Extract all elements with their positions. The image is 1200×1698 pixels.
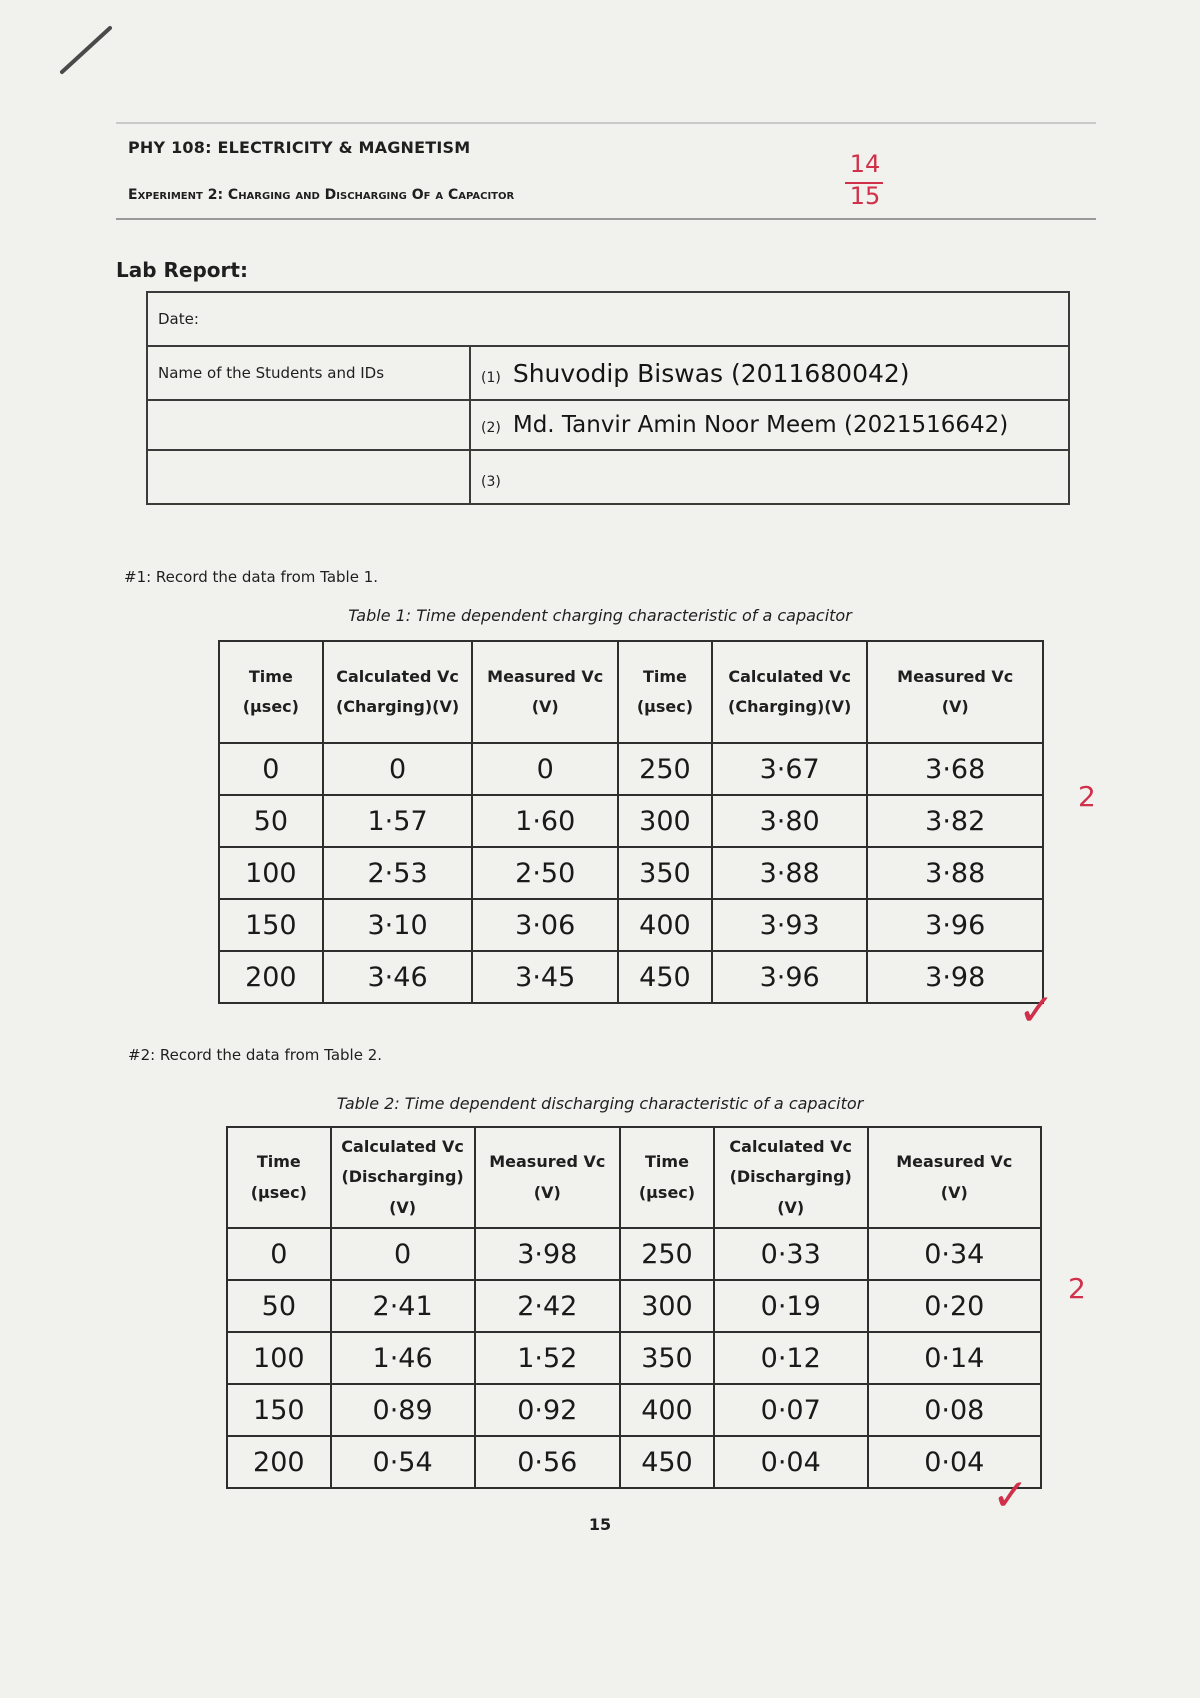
measured-cell: 3·88 xyxy=(867,847,1043,899)
time-cell: 100 xyxy=(227,1332,331,1384)
calculated-cell: 3·88 xyxy=(712,847,868,899)
calculated-cell: 2·41 xyxy=(331,1280,475,1332)
calculated-cell: 0·33 xyxy=(714,1228,868,1280)
student-row xyxy=(147,450,1069,504)
table-row xyxy=(219,951,1043,1003)
time-header xyxy=(227,1127,331,1228)
calculated-header-label: Calculated Vc xyxy=(341,1137,464,1156)
measured-cell: 3·45 xyxy=(472,951,618,1003)
student-info-table xyxy=(146,291,1070,505)
time-cell: 300 xyxy=(618,795,712,847)
calculated-cell: 3·46 xyxy=(323,951,473,1003)
time-unit-label: (µsec) xyxy=(636,697,694,716)
grade-mark-2: 2 xyxy=(1068,1272,1086,1305)
page-number: 15 xyxy=(588,1515,612,1534)
time-header-label: Time xyxy=(645,1152,689,1172)
experiment-title: Experiment 2: Charging and Discharging Of a Capacitor xyxy=(128,187,515,203)
calculated-sub-label: (Discharging) xyxy=(341,1167,464,1187)
calculated-cell: 0·89 xyxy=(331,1384,475,1436)
time-cell: 450 xyxy=(618,951,712,1003)
measured-cell: 3·06 xyxy=(472,899,618,951)
student-1-cell xyxy=(470,346,1069,400)
date-row xyxy=(147,292,1069,346)
calculated-header xyxy=(323,641,473,743)
calculated-cell: 3·67 xyxy=(712,743,868,795)
calculated-sub-label: (Charging) xyxy=(728,697,825,716)
calculated-header-label: Calculated Vc xyxy=(336,666,459,686)
table-row xyxy=(227,1384,1041,1436)
measured-cell: 0·20 xyxy=(868,1280,1041,1332)
measured-unit-label: (V) xyxy=(531,697,559,716)
instruction-2: #2: Record the data from Table 2. xyxy=(128,1046,383,1064)
charging-table xyxy=(218,640,1044,1004)
time-cell: 200 xyxy=(227,1436,331,1488)
time-unit-label: (µsec) xyxy=(638,1182,696,1202)
time-header xyxy=(219,641,323,743)
time-header xyxy=(620,1127,714,1228)
time-cell: 350 xyxy=(620,1332,714,1384)
table-row xyxy=(227,1228,1041,1280)
time-cell: 250 xyxy=(618,743,712,795)
measured-cell: 3·82 xyxy=(867,795,1043,847)
table-row xyxy=(219,847,1043,899)
pen-mark-decoration xyxy=(58,20,118,80)
measured-cell: 0 xyxy=(472,743,618,795)
calculated-cell: 2·53 xyxy=(323,847,473,899)
student-row xyxy=(147,346,1069,400)
grade-mark-1: 2 xyxy=(1078,780,1096,813)
calculated-cell: 3·96 xyxy=(712,951,868,1003)
time-header-label: Time xyxy=(642,666,687,686)
measured-header-label: Measured Vc xyxy=(897,666,1014,686)
discharging-table xyxy=(226,1126,1042,1489)
time-cell: 400 xyxy=(620,1384,714,1436)
table-1-caption: Table 1: Time dependent charging characteristic of a capacitor xyxy=(348,606,852,625)
measured-header xyxy=(867,641,1043,743)
table-row xyxy=(219,899,1043,951)
time-cell: 150 xyxy=(227,1384,331,1436)
student-2-cell xyxy=(470,400,1069,450)
measured-cell: 3·96 xyxy=(867,899,1043,951)
student-3-cell xyxy=(470,450,1069,504)
course-title: PHY 108: ELECTRICITY & MAGNETISM xyxy=(128,138,471,157)
score-numerator: 14 xyxy=(849,150,881,178)
lab-report-heading: Lab Report: xyxy=(116,258,248,282)
score-denominator: 15 xyxy=(849,182,881,210)
calculated-cell: 1·57 xyxy=(323,795,473,847)
measured-cell: 3·98 xyxy=(475,1228,621,1280)
student-2-number: (2) xyxy=(481,420,501,436)
measured-cell: 2·42 xyxy=(475,1280,621,1332)
measured-cell: 0·56 xyxy=(475,1436,621,1488)
calculated-cell: 0 xyxy=(323,743,473,795)
measured-header xyxy=(472,641,618,743)
calculated-cell: 0·04 xyxy=(714,1436,868,1488)
measured-header-label: Measured Vc xyxy=(487,666,604,686)
check-mark-1: ✓ xyxy=(1018,985,1055,1036)
time-header-label: Time xyxy=(256,1152,301,1172)
empty-label-cell xyxy=(147,400,470,450)
table-row xyxy=(227,1436,1041,1488)
calculated-cell: 0·54 xyxy=(331,1436,475,1488)
student-1-name: Shuvodip Biswas (2011680042) xyxy=(512,358,910,388)
calculated-cell: 0·12 xyxy=(714,1332,868,1384)
calculated-cell: 1·46 xyxy=(331,1332,475,1384)
table-header-row xyxy=(227,1127,1041,1228)
measured-cell: 2·50 xyxy=(472,847,618,899)
table-2-caption: Table 2: Time dependent discharging characteristic of a capacitor xyxy=(336,1094,864,1113)
header-bottom-rule xyxy=(116,218,1096,220)
calculated-unit-label: (V) xyxy=(824,697,852,716)
measured-unit-label: (V) xyxy=(940,1182,968,1202)
time-cell: 50 xyxy=(219,795,323,847)
measured-cell: 0·08 xyxy=(868,1384,1041,1436)
measured-cell: 0·92 xyxy=(475,1384,621,1436)
measured-header-label: Measured Vc xyxy=(896,1152,1013,1172)
time-cell: 400 xyxy=(618,899,712,951)
calculated-header xyxy=(712,641,868,743)
calculated-header xyxy=(714,1127,868,1228)
time-cell: 350 xyxy=(618,847,712,899)
time-cell: 0 xyxy=(219,743,323,795)
measured-cell: 1·60 xyxy=(472,795,618,847)
measured-cell: 1·52 xyxy=(475,1332,621,1384)
time-header xyxy=(618,641,712,743)
time-cell: 100 xyxy=(219,847,323,899)
measured-cell: 0·14 xyxy=(868,1332,1041,1384)
date-label: Date: xyxy=(147,292,1069,346)
measured-cell: 3·98 xyxy=(867,951,1043,1003)
table-row xyxy=(219,795,1043,847)
calculated-cell: 0 xyxy=(331,1228,475,1280)
time-unit-label: (µsec) xyxy=(242,697,299,716)
time-cell: 150 xyxy=(219,899,323,951)
calculated-cell: 3·80 xyxy=(712,795,868,847)
measured-cell: 0·04 xyxy=(868,1436,1041,1488)
time-header-label: Time xyxy=(248,666,293,686)
measured-header xyxy=(868,1127,1041,1228)
table-row xyxy=(219,743,1043,795)
student-1-number: (1) xyxy=(481,369,501,386)
measured-cell: 3·68 xyxy=(867,743,1043,795)
student-3-number: (3) xyxy=(481,473,501,490)
calculated-cell: 3·93 xyxy=(712,899,868,951)
time-cell: 200 xyxy=(219,951,323,1003)
table-row xyxy=(227,1280,1041,1332)
instruction-1: #1: Record the data from Table 1. xyxy=(124,568,379,586)
measured-cell: 0·34 xyxy=(868,1228,1041,1280)
time-cell: 450 xyxy=(620,1436,714,1488)
calculated-cell: 0·07 xyxy=(714,1384,868,1436)
calculated-header xyxy=(331,1127,475,1228)
measured-header xyxy=(475,1127,621,1228)
calculated-sub-label: (Charging) xyxy=(335,697,433,716)
table-header-row xyxy=(219,641,1043,743)
calculated-cell: 3·10 xyxy=(323,899,473,951)
empty-label-cell xyxy=(147,450,470,504)
calculated-unit-label: (V) xyxy=(389,1197,417,1217)
header-top-rule xyxy=(116,122,1096,124)
student-2-name: Md. Tanvir Amin Noor Meem (2021516642) xyxy=(512,412,1009,438)
measured-unit-label: (V) xyxy=(941,697,969,716)
calculated-sub-label: (Discharging) xyxy=(729,1167,852,1187)
check-mark-2: ✓ xyxy=(992,1470,1029,1521)
table-row xyxy=(227,1332,1041,1384)
calculated-cell: 0·19 xyxy=(714,1280,868,1332)
calculated-unit-label: (V) xyxy=(777,1197,805,1217)
time-cell: 300 xyxy=(620,1280,714,1332)
time-cell: 250 xyxy=(620,1228,714,1280)
calculated-header-label: Calculated Vc xyxy=(729,1137,852,1156)
time-cell: 50 xyxy=(227,1280,331,1332)
students-label: Name of the Students and IDs xyxy=(147,346,470,400)
student-row xyxy=(147,400,1069,450)
measured-unit-label: (V) xyxy=(533,1182,561,1202)
time-unit-label: (µsec) xyxy=(250,1182,307,1202)
calculated-unit-label: (V) xyxy=(432,697,460,716)
measured-header-label: Measured Vc xyxy=(489,1152,606,1172)
time-cell: 0 xyxy=(227,1228,331,1280)
calculated-header-label: Calculated Vc xyxy=(728,666,851,686)
